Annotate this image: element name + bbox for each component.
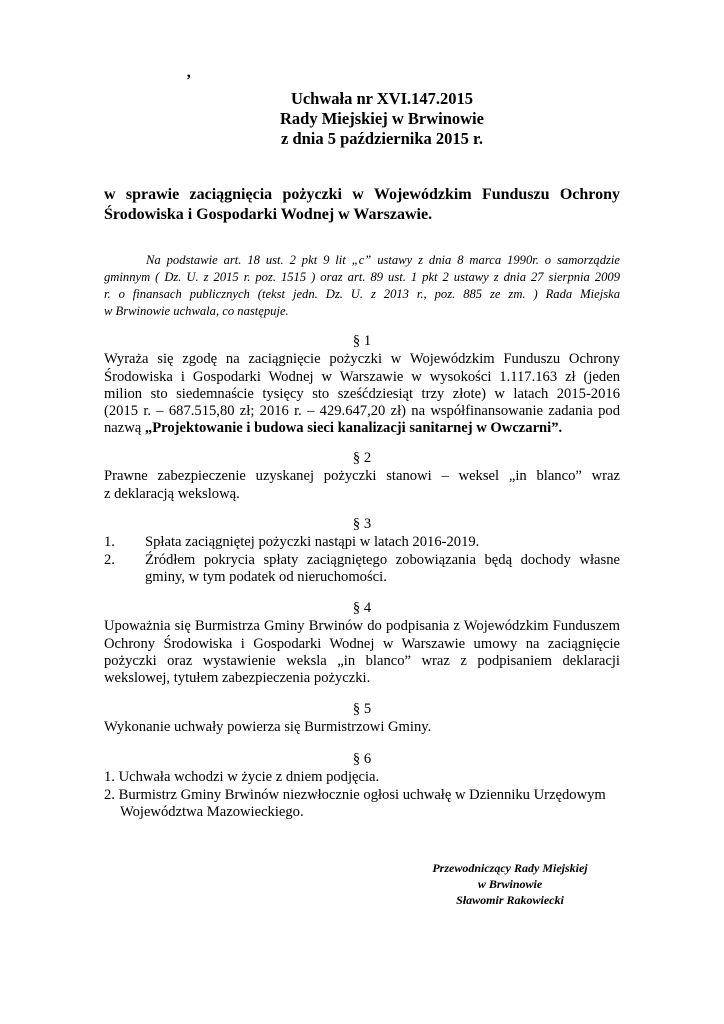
project-prefix: nazwą [104,420,145,437]
text-line: gminy, w tym podatek od nieruchomości. [145,568,387,585]
list-item: 1. Uchwała wchodzi w życie z dniem podjęcia. [104,769,380,786]
signatory-title: Przewodniczący Rady Miejskiej [432,861,588,875]
item-number: 1. [104,534,115,551]
section-sign: § 4 [352,600,372,616]
section-5 [104,701,620,737]
section-2 [104,450,620,503]
resolution-date: z dnia 5 października 2015 r. [281,129,483,148]
basis-line: w Brwinowie uchwala, co następuje. [104,304,289,318]
section-4 [104,600,620,687]
resolution-subject [104,185,620,225]
section-sign: § 3 [352,516,372,532]
signature-block [420,860,600,908]
list-item [104,534,620,551]
text-line: Upoważnia się Burmistrza Gminy Brwinów do podpisania z Wojewódzkim Funduszem [104,618,620,635]
list-item: 2. Burmistrz Gminy Brwinów niezwłocznie ogłosi uchwałę w Dzienniku Urzędowym [104,786,606,803]
signatory-place: w Brwinowie [477,877,543,891]
text-line: z deklaracją wekslową. [104,485,240,502]
item-number: 2. [104,551,115,568]
signatory-name: Sławomir Rakowiecki [456,893,564,907]
text-line: pożyczki oraz wystawienie weksla „in blanco” wraz z podpisaniem deklaracji [104,652,620,669]
text-line: Środowiska i Gospodarki Wodnej w Warszawie w wysokości 1.117.163 zł (jeden [104,368,620,385]
text-line: wekslowej, tytułem zabezpieczenia pożyczki. [104,670,371,687]
text-line: Ochrony Środowiska i Gospodarki Wodnej w Warszawie umowy na zaciągnięcie [104,635,620,652]
text-line: Źródłem pokrycia spłaty zaciągniętego zobowiązania będą dochody własne [145,551,620,568]
section-3 [104,516,620,586]
subject-line: w sprawie zaciągnięcia pożyczki w Wojewódzkim Funduszu Ochrony [104,186,620,203]
stray-mark: ’ [186,72,192,89]
text-line: milion sto siedemnaście tysięcy sto sześćdziesiąt trzy złote) w latach 2015-2016 [104,385,620,402]
text-line [104,420,620,437]
section-6 [104,751,620,821]
basis-line: gminnym ( Dz. U. z 2015 r. poz. 1515 ) oraz art. 89 ust. 1 pkt 2 ustawy z dnia 27 sierpnia 2009 [104,270,620,284]
section-sign: § 2 [352,450,372,466]
list-item-continuation: Województwa Mazowieckiego. [120,803,304,820]
text-line: (2015 r. – 687.515,80 zł; 2016 r. – 429.647,20 zł) na współfinansowanie zadania pod [104,403,620,420]
section-1 [104,333,620,438]
text-line: Wyraża się zgodę na zaciągnięcie pożyczki w Wojewódzkim Funduszu Ochrony [104,351,620,368]
item-text [145,552,620,587]
section-sign: § 1 [352,333,372,349]
legal-basis [104,252,620,320]
basis-line: r. o finansach publicznych (tekst jedn. Dz. U. z 2013 r., poz. 885 ze zm. ) Rada Miejska [104,287,620,301]
text-line: Prawne zabezpieczenie uzyskanej pożyczki stanowi – weksel „in blanco” wraz [104,468,620,485]
basis-line: Na podstawie art. 18 ust. 2 pkt 9 lit „c” ustawy z dnia 8 marca 1990r. o samorządzie [146,253,620,267]
section-sign: § 5 [352,701,372,717]
project-name: „Projektowanie i budowa sieci kanalizacji sanitarnej w Owczarni”. [144,420,563,437]
council-name: Rady Miejskiej w Brwinowie [280,109,484,128]
resolution-header [0,89,724,149]
subject-line: Środowiska i Gospodarki Wodnej w Warszawie. [104,206,433,223]
list-item [104,552,620,587]
text-line: Wykonanie uchwały powierza się Burmistrzowi Gminy. [104,719,432,736]
resolution-number: Uchwała nr XVI.147.2015 [290,89,474,108]
item-text [145,534,620,551]
text-line: Spłata zaciągniętej pożyczki nastąpi w latach 2016-2019. [145,534,480,551]
section-sign: § 6 [352,751,372,767]
